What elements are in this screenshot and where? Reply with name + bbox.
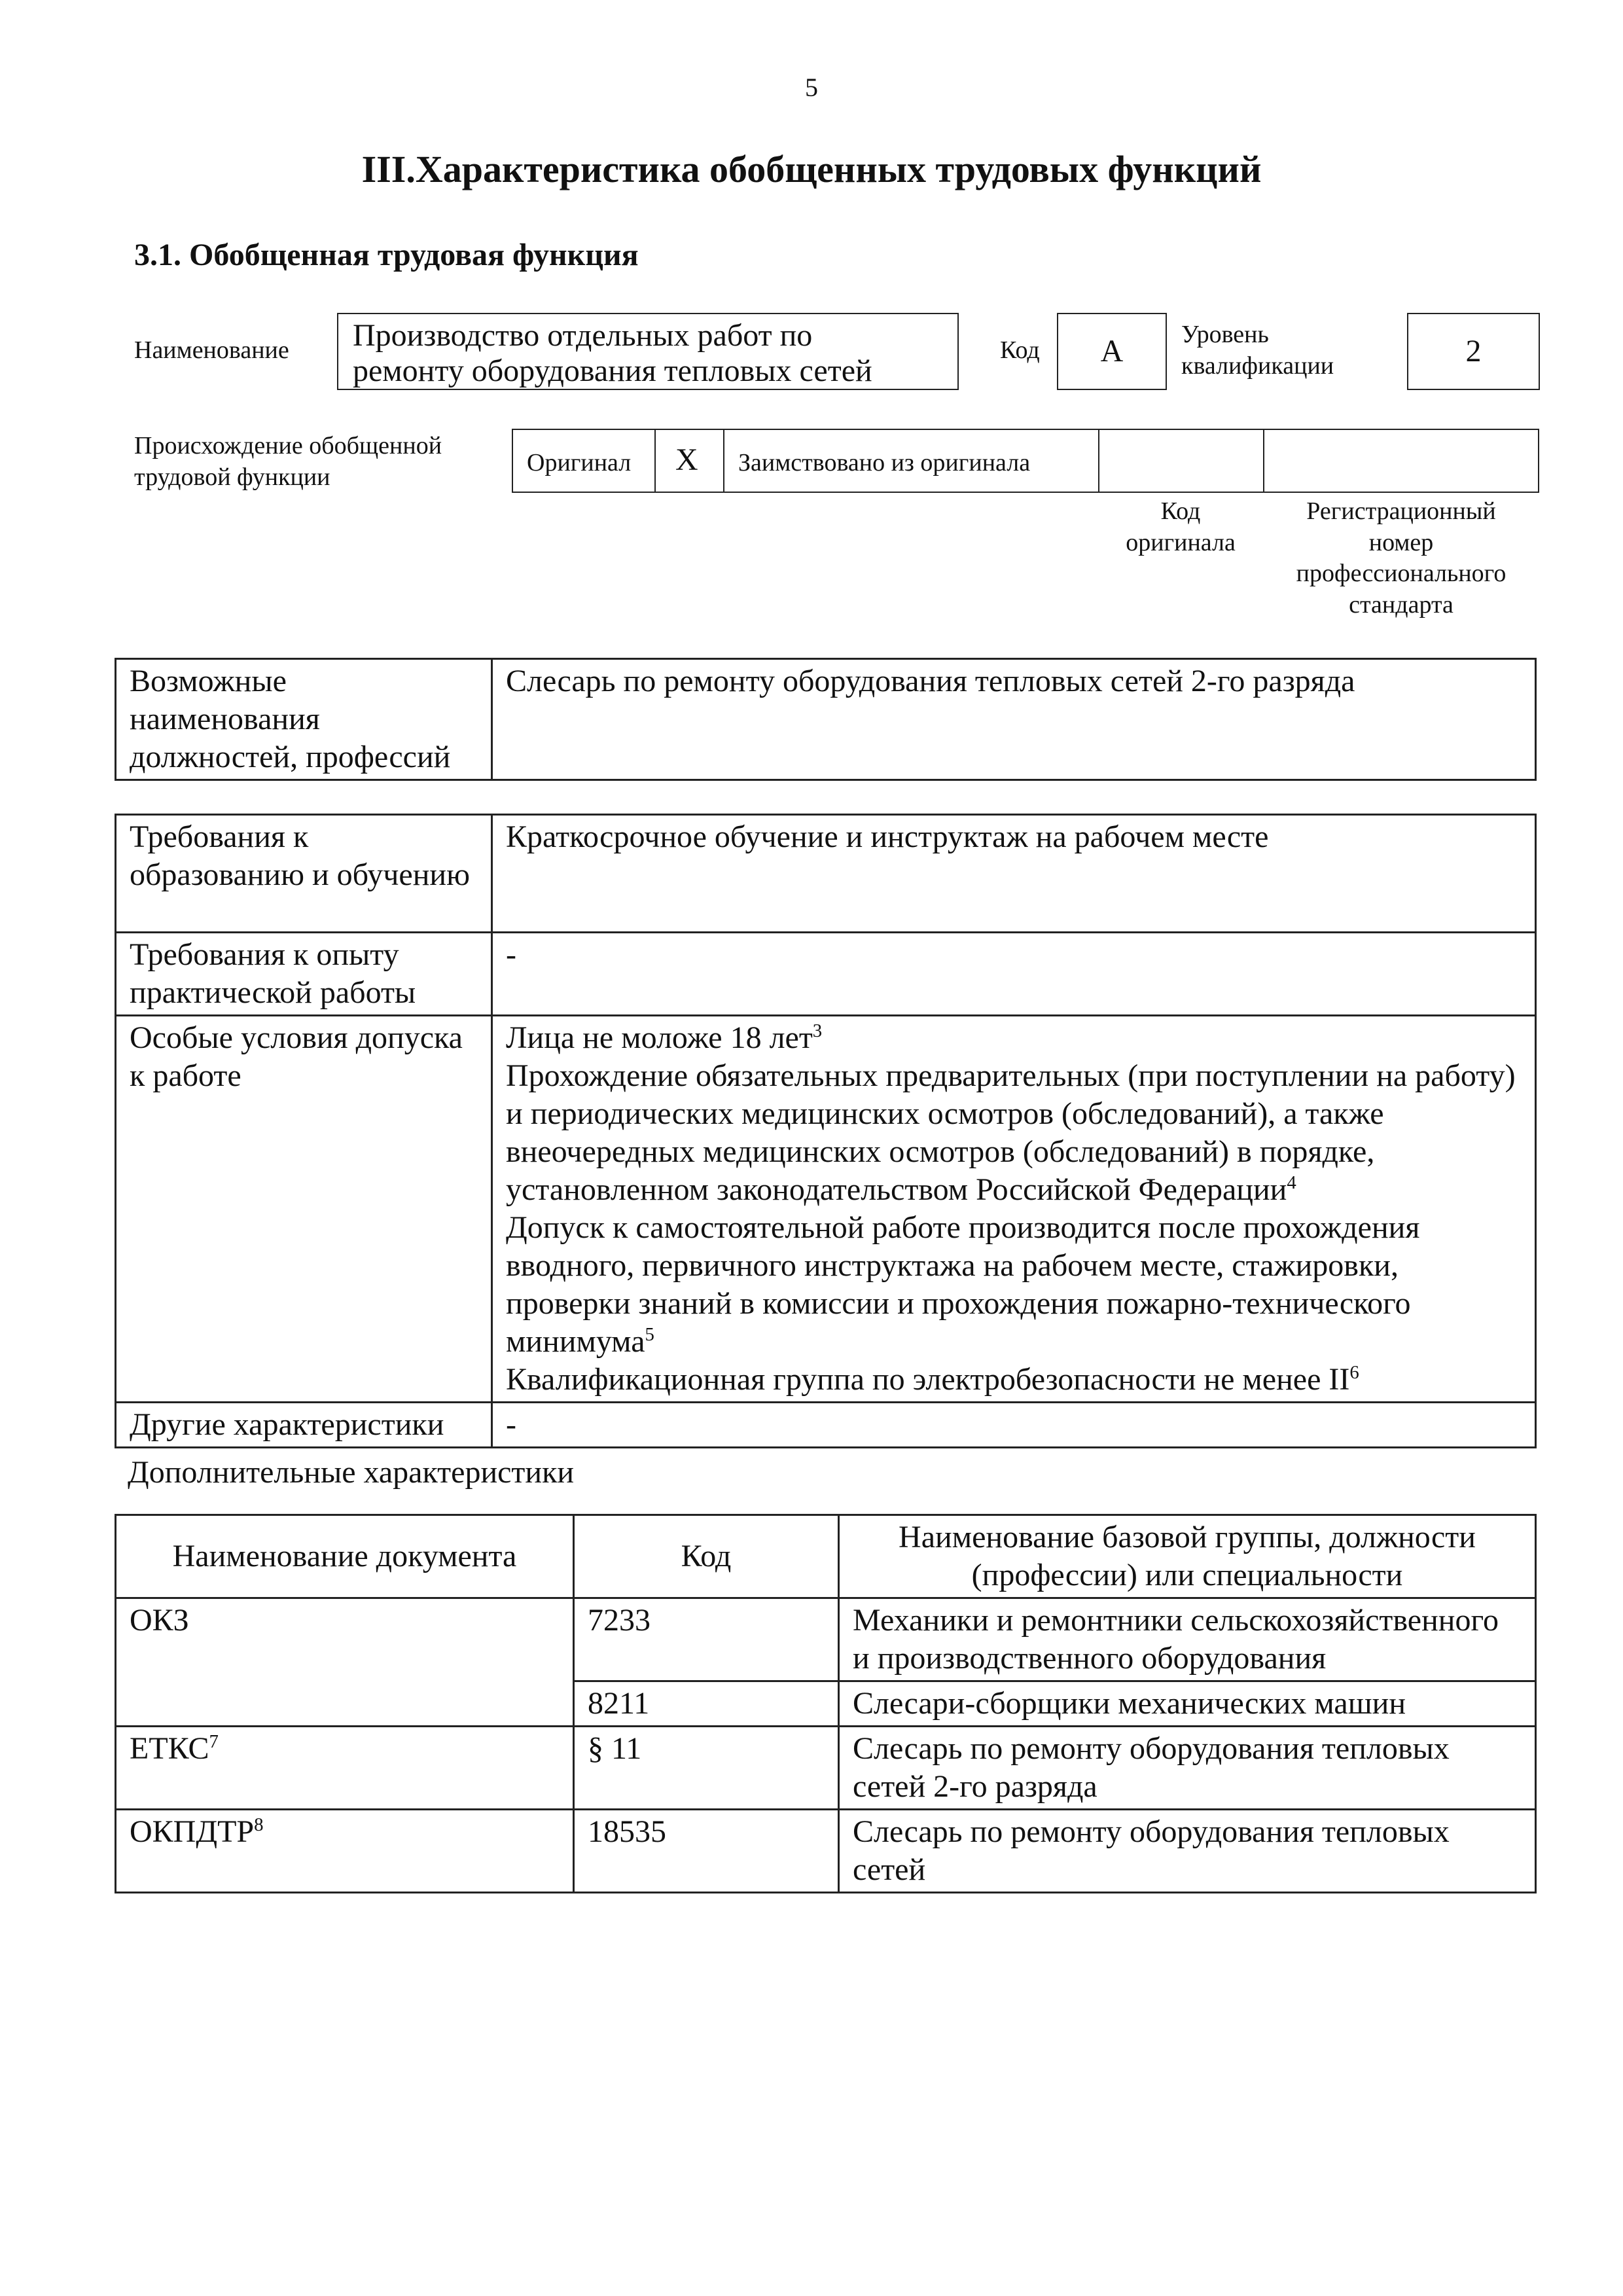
name-line-2: ремонту оборудования тепловых сетей — [353, 353, 872, 388]
table-row — [116, 1727, 1536, 1810]
conditions-value — [492, 1016, 1536, 1403]
registration-number-caption: Регистрационный номер профессионального стандарта — [1296, 497, 1507, 619]
conditions-paragraph: Лица не моложе 18 лет$^3$ — [506, 1020, 823, 1055]
original-mark: X — [675, 442, 698, 477]
etks-name: Слесарь по ремонту оборудования тепловых сетей 2-го разряда — [839, 1727, 1536, 1810]
requirements-table — [115, 814, 1537, 1448]
conditions-paragraph: Допуск к самостоятельной работе производится после прохождения вводного, первичного инструктажа на рабочем месте, стажировки, проверки знаний в комиссии и прохождения пожарно-технического минимума$^5$ — [506, 1210, 1420, 1359]
table-row — [116, 815, 1536, 933]
conditions-paragraph: Прохождение обязательных предварительных (при поступлении на работу) и периодических медицинских осмотров (обследований), а также внеочередных медицинских осмотров (обследований) в порядке, установленном законодательством Российской Федерации$^4$ — [506, 1058, 1516, 1207]
okz-code: 8211 — [574, 1681, 839, 1727]
okpdtr-name: Слесарь по ремонту оборудования тепловых сетей — [839, 1810, 1536, 1893]
table-row — [116, 1598, 1536, 1681]
level-box — [1407, 313, 1540, 390]
table-row — [116, 659, 1536, 780]
experience-label: Требования к опыту практической работы — [116, 933, 492, 1016]
col-name-header: Наименование базовой группы, должности (профессии) или специальности — [839, 1515, 1536, 1598]
code-label: Код — [1000, 336, 1040, 364]
col-doc-header: Наименование документа — [116, 1515, 574, 1598]
conditions-paragraph: Квалификационная группа по электробезопасности не менее $II^6$ — [506, 1362, 1359, 1397]
other-value: - — [492, 1403, 1536, 1448]
level-label-line-1: Уровень — [1181, 321, 1269, 348]
footnote-ref: 6 — [1349, 1362, 1359, 1383]
table-row — [116, 933, 1536, 1016]
positions-label: Возможные наименования должностей, профессий — [116, 659, 492, 780]
origin-divider-1 — [654, 429, 656, 493]
section-title: III.Характеристика обобщенных трудовых функций — [361, 148, 1262, 190]
footnote-ref: 7 — [209, 1731, 219, 1752]
subsection-title: 3.1. Обобщенная трудовая функция — [134, 238, 639, 272]
name-label: Наименование — [134, 336, 289, 364]
original-label: Оригинал — [527, 449, 632, 476]
col-code-header: Код — [574, 1515, 839, 1598]
origin-divider-2 — [723, 429, 724, 493]
footnote-ref: 5 — [645, 1324, 654, 1345]
okpdtr-code: 18535 — [574, 1810, 839, 1893]
etks-label: ЕТКС$^7$ — [116, 1727, 574, 1810]
conditions-label: Особые условия допуска к работе — [116, 1016, 492, 1403]
okz-name: Слесари-сборщики механических машин — [839, 1681, 1536, 1727]
okz-label: ОКЗ — [116, 1598, 574, 1727]
origin-label-line-1: Происхождение обобщенной — [134, 432, 442, 459]
education-value: Краткосрочное обучение и инструктаж на рабочем месте — [492, 815, 1536, 933]
table-row — [116, 1810, 1536, 1893]
footnote-ref: 3 — [812, 1020, 823, 1041]
positions-table — [115, 658, 1537, 781]
origin-divider-3 — [1098, 429, 1099, 493]
level-value: 2 — [1465, 334, 1482, 369]
table-header-row — [116, 1515, 1536, 1598]
okpdtr-label: ОКПДТР$^8$ — [116, 1810, 574, 1893]
positions-value: Слесарь по ремонту оборудования тепловых сетей 2-го разряда — [492, 659, 1536, 780]
footnote-ref: 4 — [1287, 1172, 1296, 1193]
code-box — [1057, 313, 1167, 390]
origin-label-line-2: трудовой функции — [134, 463, 330, 491]
additional-table — [115, 1514, 1537, 1893]
code-value: А — [1100, 334, 1124, 369]
okz-name: Механики и ремонтники сельскохозяйственного и производственного оборудования — [839, 1598, 1536, 1681]
footnote-ref: 8 — [254, 1814, 264, 1835]
code-original-caption: Код оригинала — [1126, 497, 1236, 556]
borrowed-label: Заимствовано из оригинала — [738, 449, 1031, 476]
table-row — [116, 1403, 1536, 1448]
education-label: Требования к образованию и обучению — [116, 815, 492, 933]
experience-value: - — [492, 933, 1536, 1016]
etks-code: § 11 — [574, 1727, 839, 1810]
origin-divider-4 — [1263, 429, 1264, 493]
okz-code: 7233 — [574, 1598, 839, 1681]
page-number: 5 — [805, 73, 818, 102]
table-row — [116, 1016, 1536, 1403]
name-box — [337, 313, 959, 390]
other-label: Другие характеристики — [116, 1403, 492, 1448]
name-line-1: Производство отдельных работ по — [353, 318, 813, 353]
level-label-line-2: квалификации — [1181, 352, 1334, 380]
additional-title: Дополнительные характеристики — [128, 1455, 575, 1490]
